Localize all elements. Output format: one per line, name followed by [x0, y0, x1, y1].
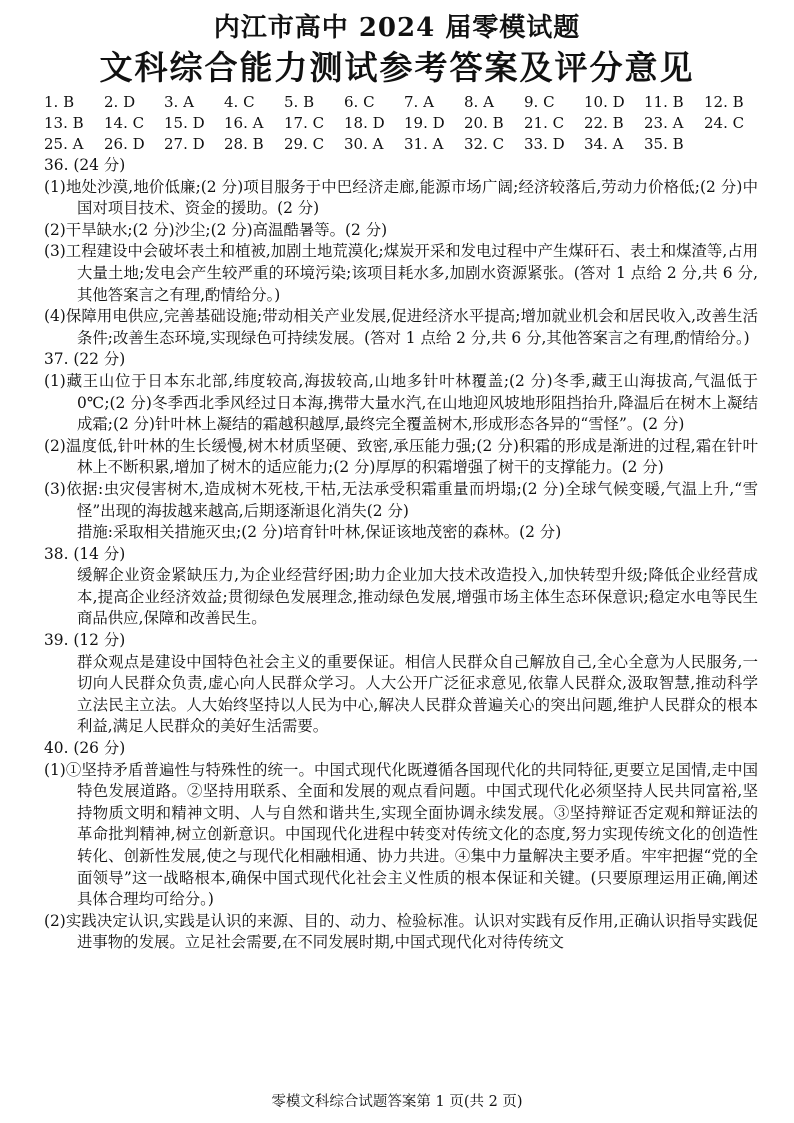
answer-item: 14. C — [104, 114, 145, 132]
answer-item: 1. B — [44, 93, 75, 111]
question-38-heading: 38. (14 分) — [44, 544, 126, 563]
question-40-part-2: (2)实践决定认识,实践是认识的来源、目的、动力、检验标准。认识对实践有反作用,正确认识指导实践促进事物的发展。立足社会需要,在不同发展时期,中国式现代化对待传统文 — [44, 911, 758, 952]
question-38-answer: 缓解企业资金紧缺压力,为企业经营纾困;助力企业加大技术改造投入,加快转型升级;降低企业经营成本,提高企业经济效益;贯彻绿色发展理念,推动绿色发展,增强市场主体生态环保意识;稳定水电等民生商品供应,保障和改善民生。 — [77, 566, 758, 628]
answer-body — [44, 155, 758, 954]
answer-item: 3. A — [164, 93, 194, 111]
answer-item: 24. C — [704, 114, 745, 132]
question-36-part-4: (4)保障用电供应,完善基础设施;带动相关产业发展,促进经济水平提高;增加就业机会和居民收入,改善生活条件;改善生态环境,实现绿色可持续发展。(答对 1 点给 2 分,共 6 分,其他答案言之有理,酌情给分。) — [44, 307, 758, 347]
exam-title: 内江市高中 2024 届零模试题 — [213, 13, 581, 43]
answer-item: 31. A — [404, 135, 444, 153]
answer-item: 11. B — [644, 93, 684, 111]
question-39-heading: 39. (12 分) — [44, 631, 126, 650]
answer-item: 35. B — [644, 135, 684, 153]
answer-item: 21. C — [524, 114, 565, 132]
question-37-part-3-measures: 措施:采取相关措施灭虫;(2 分)培育针叶林,保证该地茂密的森林。(2 分) — [77, 523, 562, 542]
question-37-heading: 37. (22 分) — [44, 350, 126, 369]
answer-row — [44, 92, 764, 113]
answer-item: 29. C — [284, 135, 325, 153]
question-36-part-3: (3)工程建设中会破坏表土和植被,加剧土地荒漠化;煤炭开采和发电过程中产生煤矸石、表土和煤渣等,占用大量土地;发电会产生较严重的环境污染;该项目耗水多,加剧水资源紧张。(答对 1 点给 2 分,共 6 分,其他答案言之有理,酌情给分。) — [44, 242, 758, 304]
question-40-part-1: (1)①坚持矛盾普遍性与特殊性的统一。中国式现代化既遵循各国现代化的共同特征,更要立足国情,走中国特色发展道路。②坚持用联系、全面和发展的观点看问题。中国式现代化必须坚持人民共同富裕,坚持物质文明和精神文明、人与自然和谐共生,实现全面协调永续发展。③坚持辩证否定观和辩证法的革命批判精神,树立创新意识。中国现代化进程中转变对传统文化的态度,努力实现传统文化的创造性转化、创新性发展,使之与现代化相融相通、协力共进。④集中力量解决主要矛盾。牢牢把握“党的全面领导”这一战略根本,确保中国式现代化社会主义性质的根本保证和关键。(只要原理运用正确,阐述具体合理均可给分。) — [44, 760, 758, 909]
answer-item: 34. A — [584, 135, 624, 153]
answer-row — [44, 113, 764, 134]
answer-item: 20. B — [464, 114, 504, 132]
answer-item: 28. B — [224, 135, 264, 153]
question-36-part-2: (2)干旱缺水;(2 分)沙尘;(2 分)高温酷暑等。(2 分) — [44, 220, 388, 239]
answer-item: 18. D — [344, 114, 385, 132]
answer-item: 13. B — [44, 114, 84, 132]
answer-item: 2. D — [104, 93, 136, 111]
answer-item: 30. A — [344, 135, 384, 153]
answer-item: 16. A — [224, 114, 264, 132]
question-37-part-2: (2)温度低,针叶林的生长缓慢,树木材质坚硬、致密,承压能力强;(2 分)积霜的形成是渐进的过程,霜在针叶林上不断积累,增加了树木的适应能力;(2 分)厚厚的积霜增强了树干的支撑能力。(2 分) — [44, 436, 758, 477]
answer-item: 10. D — [584, 93, 625, 111]
answer-item: 5. B — [284, 93, 315, 111]
answer-item: 15. D — [164, 114, 205, 132]
question-37-part-3: (3)依据:虫灾侵害树木,造成树木死枝,干枯,无法承受积霜重量而坍塌;(2 分)全球气候变暖,气温上升,“雪怪”出现的海拔越来越高,后期逐渐退化消失(2 分) — [44, 479, 758, 520]
answer-item: 23. A — [644, 114, 684, 132]
answer-item: 33. D — [524, 135, 565, 153]
answer-item: 4. C — [224, 93, 255, 111]
answer-item: 22. B — [584, 114, 624, 132]
answer-item: 7. A — [404, 93, 434, 111]
answer-item: 32. C — [464, 135, 505, 153]
answer-item: 17. C — [284, 114, 325, 132]
answer-item: 27. D — [164, 135, 205, 153]
answer-item: 12. B — [704, 93, 744, 111]
question-36-heading: 36. (24 分) — [44, 156, 126, 174]
question-37-part-1: (1)藏王山位于日本东北部,纬度较高,海拔较高,山地多针叶林覆盖;(2 分)冬季,藏王山海拔高,气温低于 0℃;(2 分)冬季西北季风经过日本海,携带大量水汽,在山地迎风坡地形阻挡抬升,降温后在树木上凝结成霜;(2 分)针叶林上凝结的霜越积越厚,最终完全覆盖树木,形成形态各异的“雪怪”。(2 分) — [44, 371, 758, 434]
question-36-part-1: (1)地处沙漠,地价低廉;(2 分)项目服务于中巴经济走廊,能源市场广阔;经济较落后,劳动力价格低;(2 分)中国对项目技术、资金的援助。(2 分) — [44, 177, 758, 218]
answer-item: 9. C — [524, 93, 555, 111]
answer-item: 8. A — [464, 93, 494, 111]
answer-key-title: 文科综合能力测试参考答案及评分意见 — [99, 48, 695, 87]
answer-item: 19. D — [404, 114, 445, 132]
answer-item: 26. D — [104, 135, 145, 153]
answer-item: 25. A — [44, 135, 84, 153]
multiple-choice-answers — [44, 92, 764, 155]
question-39-answer: 群众观点是建设中国特色社会主义的重要保证。相信人民群众自己解放自己,全心全意为人民服务,一切向人民群众负责,虚心向人民群众学习。人大公开广泛征求意见,依靠人民群众,汲取智慧,推动科学立法民主立法。人大始终坚持以人民为中心,解决人民群众普遍关心的突出问题,维护人民群众的根本利益,满足人民群众的美好生活需要。 — [77, 652, 758, 736]
answer-item: 6. C — [344, 93, 375, 111]
answer-row — [44, 134, 764, 155]
question-40-heading: 40. (26 分) — [44, 739, 126, 758]
page-footer: 零模文科综合试题答案第 1 页(共 2 页) — [271, 1094, 523, 1110]
